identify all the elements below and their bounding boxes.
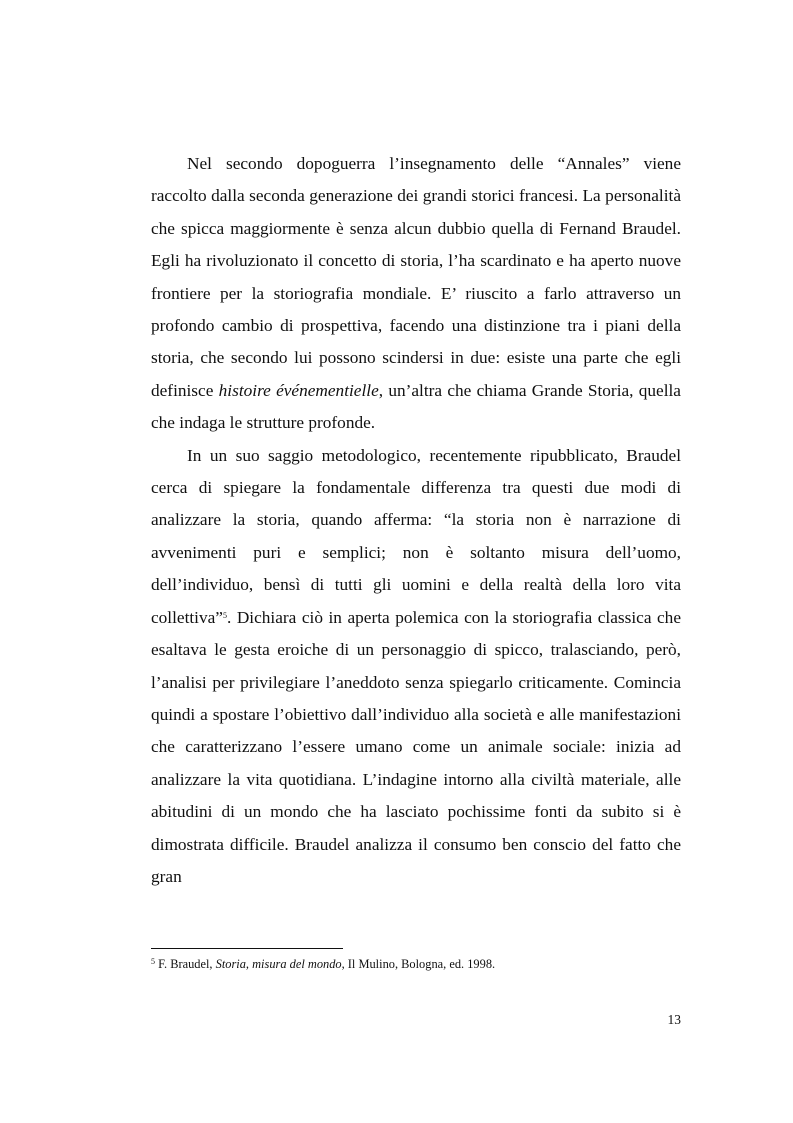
- paragraph-2: [151, 440, 681, 894]
- footnote-author: F. Braudel,: [158, 957, 216, 971]
- paragraph-1: [151, 148, 681, 440]
- footnote-title: Storia, misura del mondo: [215, 957, 342, 971]
- page-number: 13: [667, 1012, 681, 1027]
- body-text: [151, 148, 681, 893]
- paragraph-2-text-a: In un suo saggio metodologico, recentemente ripubblicato, Braudel cerca di spiegare la fondamentale differenza tra questi due modi di analizzare la storia, quando afferma: “la storia non è narrazione di avvenimenti puri e semplici; non è soltanto misura dell’uomo, dell’individuo, bensì di tutti gli uomini e della realtà della loro vita collettiva”: [151, 445, 681, 627]
- paragraph-2-text-b: . Dichiara ciò in aperta polemica con la storiografia classica che esaltava le gesta eroiche di un personaggio di spicco, tralasciando, però, l’analisi per privilegiare l’aneddoto senza spiegarlo criticamente. Comincia quindi a spostare l’obiettivo dall’individuo alla società e alle manifestazioni che caratterizzano l’essere umano come un animale sociale: inizia ad analizzare la vita quotidiana. L’indagine intorno alla civiltà materiale, alle abitudini di un mondo che ha lasciato pochissime fonti da subito si è dimostrata difficile. Braudel analizza il consumo ben conscio del fatto che gran: [151, 607, 681, 886]
- footnote-publisher: , Il Mulino, Bologna, ed. 1998.: [341, 957, 496, 971]
- paragraph-1-text-a: Nel secondo dopoguerra l’insegnamento delle “Annales” viene raccolto dalla seconda generazione dei grandi storici francesi. La personalità che spicca maggiormente è senza alcun dubbio quella di Fernand Braudel. Egli ha rivoluzionato il concetto di storia, l’ha scardinato e ha aperto nuove frontiere per la storiografia mondiale. E’ riuscito a farlo attraverso un profondo cambio di prospettiva, facendo una distinzione tra i piani della storia, che secondo lui possono scindersi in due: esiste una parte che egli definisce: [151, 154, 681, 400]
- footnote: [151, 956, 681, 972]
- paragraph-1-text-b: , un’altra che chiama Grande Storia, quella che indaga le strutture profonde.: [151, 380, 681, 433]
- footnote-marker: 5: [151, 957, 155, 966]
- footnote-reference: 5: [222, 610, 227, 620]
- italic-term: histoire événementielle: [218, 380, 379, 400]
- footnote-divider: [151, 948, 343, 949]
